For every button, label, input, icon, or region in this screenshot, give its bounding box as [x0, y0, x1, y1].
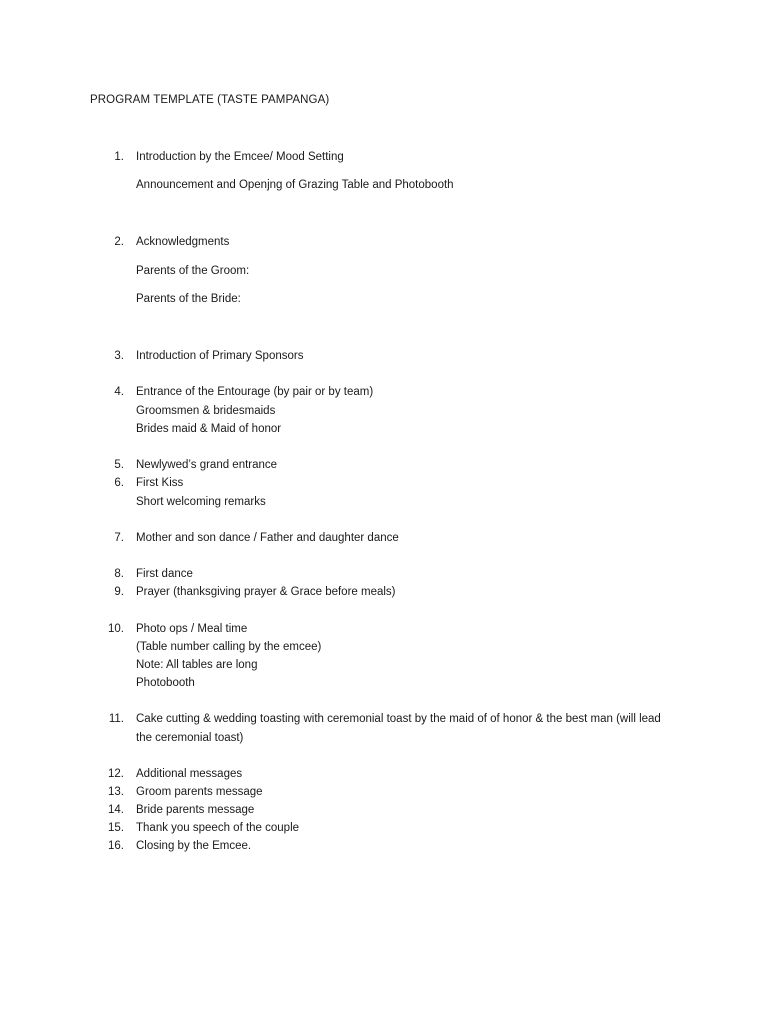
- item-line: Photo ops / Meal time: [136, 623, 248, 635]
- item-number: 4.: [114, 386, 124, 398]
- item-number: 16.: [108, 840, 124, 852]
- item-number: 9.: [114, 586, 124, 598]
- document-title: PROGRAM TEMPLATE (TASTE PAMPANGA): [90, 94, 330, 106]
- item-line: Introduction of Primary Sponsors: [136, 350, 304, 362]
- item-line: Introduction by the Emcee/ Mood Setting: [136, 151, 344, 163]
- item-number: 5.: [114, 459, 124, 471]
- item-line: (Table number calling by the emcee): [136, 641, 322, 653]
- item-line: Brides maid & Maid of honor: [136, 423, 282, 435]
- item-number: 7.: [114, 532, 124, 544]
- item-number: 14.: [108, 804, 124, 816]
- item-line: Entrance of the Entourage (by pair or by team): [136, 386, 374, 398]
- item-line: Cake cutting & wedding toasting with ceremonial toast by the maid of of honor & the best man (will lead: [136, 713, 661, 725]
- item-number: 1.: [114, 151, 124, 163]
- item-line: Closing by the Emcee.: [136, 840, 252, 852]
- item-number: 10.: [108, 623, 124, 635]
- item-line: Mother and son dance / Father and daughter dance: [136, 532, 399, 544]
- item-line: Thank you speech of the couple: [136, 822, 300, 834]
- item-number: 8.: [114, 568, 124, 580]
- item-line: Bride parents message: [136, 804, 255, 816]
- item-number: 12.: [108, 768, 124, 780]
- item-number: 2.: [114, 236, 124, 248]
- item-line: Acknowledgments: [136, 236, 230, 248]
- item-number: 11.: [108, 713, 124, 725]
- item-line: Prayer (thanksgiving prayer & Grace before meals): [136, 586, 396, 598]
- item-line: Parents of the Bride:: [136, 293, 241, 305]
- item-line: Announcement and Openjng of Grazing Table and Photobooth: [136, 179, 454, 191]
- item-line: Note: All tables are long: [136, 659, 258, 671]
- item-number: 13.: [108, 786, 124, 798]
- item-line: Additional messages: [136, 768, 243, 780]
- item-line: Newlywed’s grand entrance: [136, 459, 278, 471]
- item-line: First dance: [136, 568, 193, 580]
- item-line: Groomsmen & bridesmaids: [136, 405, 276, 417]
- item-number: 15.: [108, 822, 124, 834]
- item-line: Parents of the Groom:: [136, 265, 250, 277]
- item-number: 6.: [114, 477, 124, 489]
- item-line: Photobooth: [136, 677, 195, 689]
- item-line: the ceremonial toast): [136, 732, 244, 744]
- item-number: 3.: [114, 350, 124, 362]
- item-line: Short welcoming remarks: [136, 496, 266, 508]
- item-line: Groom parents message: [136, 786, 263, 798]
- item-line: First Kiss: [136, 477, 184, 489]
